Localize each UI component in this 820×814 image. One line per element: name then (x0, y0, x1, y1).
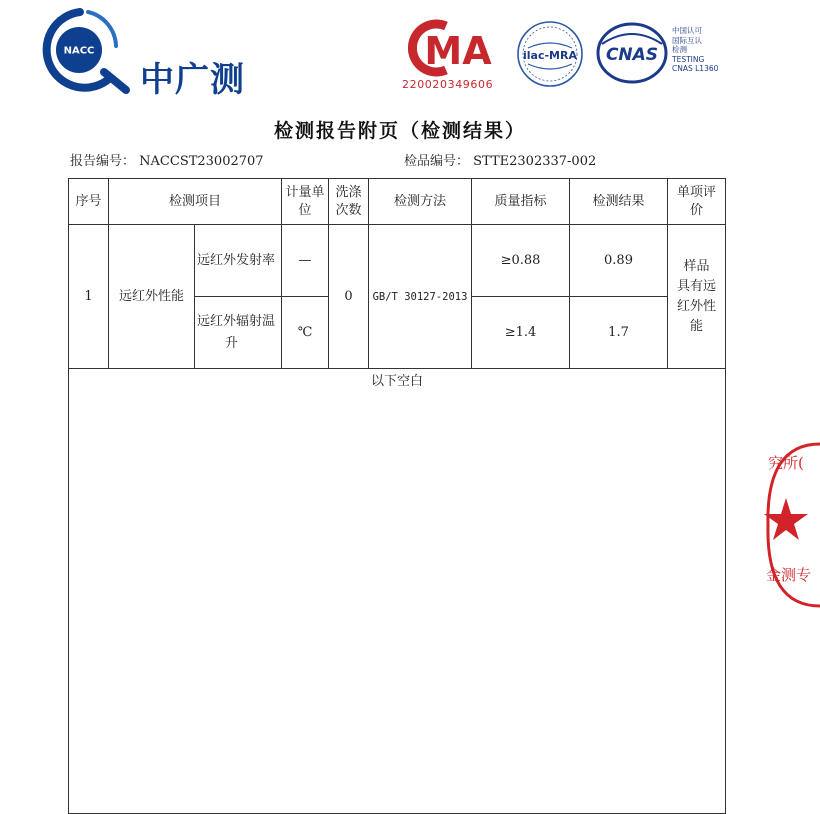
cnas-line: CNAS L1360 (672, 64, 719, 74)
cnas-line: TESTING (672, 54, 705, 64)
report-number-label: 报告编号： (70, 154, 136, 169)
brand-name: 中广测 (140, 60, 245, 100)
stamp-text: 究所( (768, 454, 804, 472)
sample-number-label: 检品编号： (404, 154, 470, 169)
cell-unit: ℃ (282, 297, 329, 369)
cell-unit: — (282, 225, 329, 297)
stamp-star-icon (764, 498, 808, 540)
ilac-mra-logo (514, 18, 586, 90)
cma-letters: MA (424, 29, 492, 73)
sample-number-value: STTE2302337-002 (473, 154, 597, 169)
seal-stamp (760, 440, 820, 610)
header-method: 检测方法 (369, 179, 472, 225)
sample-number (404, 150, 596, 169)
header-seq: 序号 (69, 179, 109, 225)
header-evaluation: 单项评 价 (668, 179, 726, 225)
cnas-line: 检测 (672, 45, 687, 55)
results-table (68, 178, 726, 814)
cnas-label: CNAS (605, 45, 659, 65)
table-row (69, 225, 726, 297)
stamp-text: 金测专 (766, 566, 812, 584)
cell-standard: ≥1.4 (472, 297, 570, 369)
cnas-line: 国际互认 (672, 35, 702, 45)
document-title: 检测报告附页（检测结果） (273, 120, 526, 142)
cell-seq: 1 (69, 225, 109, 369)
cma-logo (398, 20, 498, 76)
header-standard: 质量指标 (472, 179, 570, 225)
nacc-mark-text: NACC (63, 45, 95, 57)
header-item: 检测项目 (109, 179, 282, 225)
report-number-value: NACCST23002707 (139, 154, 264, 169)
cell-wash-count: 0 (329, 225, 369, 369)
cell-standard: ≥0.88 (472, 225, 570, 297)
nacc-logo (34, 6, 142, 92)
cma-number: 220020349606 (402, 78, 494, 91)
cnas-line: 中国认可 (672, 26, 702, 35)
cell-subitem-name: 远红外辐射温 升 (195, 297, 282, 369)
blank-row (69, 369, 726, 814)
cnas-logo (596, 22, 668, 84)
cell-result: 0.89 (570, 225, 668, 297)
cell-method: GB/T 30127-2013 (369, 225, 472, 369)
cnas-text-block (672, 26, 718, 74)
header-unit: 计量单 位 (282, 179, 329, 225)
header-result: 检测结果 (570, 179, 668, 225)
cell-category: 远红外性能 (109, 225, 195, 369)
table-header-row (69, 179, 726, 225)
header-wash: 洗涤 次数 (329, 179, 369, 225)
blank-note: 以下空白 (69, 369, 726, 814)
cell-subitem-name: 远红外发射率 (195, 225, 282, 297)
report-number (70, 150, 264, 169)
ilac-label: ilac-MRA (523, 49, 577, 62)
cell-result: 1.7 (570, 297, 668, 369)
cell-evaluation: 样品 具有远 红外性 能 (668, 225, 726, 369)
